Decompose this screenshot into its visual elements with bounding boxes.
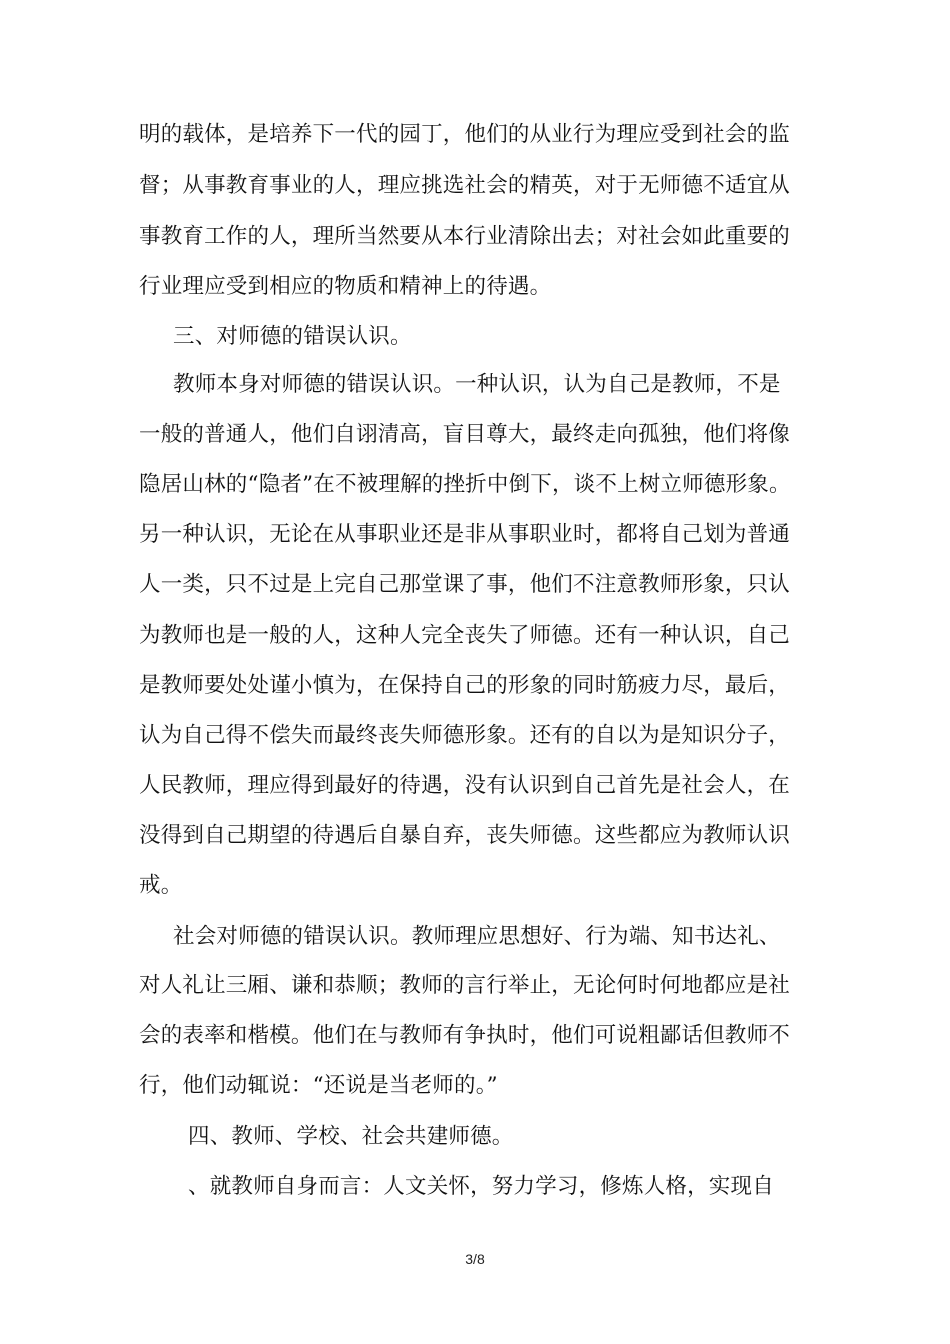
text-line: 另一种认识，无论在从事职业还是非从事职业时，都将自己划为普通 bbox=[139, 522, 791, 547]
text-line: 人一类，只不过是上完自己那堂课了事，他们不注意教师形象，只认 bbox=[139, 572, 791, 597]
text-line: 为教师也是一般的人，这种人完全丧失了师德。还有一种认识，自己 bbox=[139, 623, 791, 648]
section-heading: 四、教师、学校、社会共建师德。 bbox=[188, 1124, 514, 1149]
text-line: 、就教师自身而言：人文关怀，努力学习，修炼人格，实现自 bbox=[188, 1174, 774, 1199]
text-line: 会的表率和楷模。他们在与教师有争执时，他们可说粗鄙话但教师不 bbox=[139, 1023, 791, 1048]
text-line: 社会对师德的错误认识。教师理应思想好、行为端、知书达礼、 bbox=[173, 924, 781, 949]
text-line: 行，他们动辄说：“还说是当老师的。” bbox=[139, 1073, 498, 1098]
text-line: 隐居山林的“隐者”在不被理解的挫折中倒下，谈不上树立师德形象。 bbox=[139, 472, 791, 497]
text-line: 没得到自己期望的待遇后自暴自弃，丧失师德。这些都应为教师认识 bbox=[139, 823, 791, 848]
text-line: 行业理应受到相应的物质和精神上的待遇。 bbox=[139, 274, 552, 299]
page-number: 3/8 bbox=[465, 1251, 485, 1267]
text-line: 督；从事教育事业的人，理应挑选社会的精英，对于无师德不适宜从 bbox=[139, 173, 791, 198]
text-line: 事教育工作的人，理所当然要从本行业清除出去；对社会如此重要的 bbox=[139, 224, 791, 249]
text-line: 认为自己得不偿失而最终丧失师德形象。还有的自以为是知识分子， bbox=[139, 723, 791, 748]
text-line: 是教师要处处谨小慎为，在保持自己的形象的同时筋疲力尽，最后， bbox=[139, 673, 791, 698]
text-line: 明的载体，是培养下一代的园丁，他们的从业行为理应受到社会的监 bbox=[139, 122, 791, 147]
text-line: 教师本身对师德的错误认识。一种认识，认为自己是教师，不是 bbox=[173, 372, 781, 397]
section-heading: 三、对师德的错误认识。 bbox=[173, 324, 412, 349]
text-line: 人民教师，理应得到最好的待遇，没有认识到自己首先是社会人，在 bbox=[139, 773, 791, 798]
text-line: 一般的普通人，他们自诩清高，盲目尊大，最终走向孤独，他们将像 bbox=[139, 422, 791, 447]
text-line: 戒。 bbox=[139, 873, 183, 898]
text-line: 对人礼让三厢、谦和恭顺；教师的言行举止，无论何时何地都应是社 bbox=[139, 973, 791, 998]
